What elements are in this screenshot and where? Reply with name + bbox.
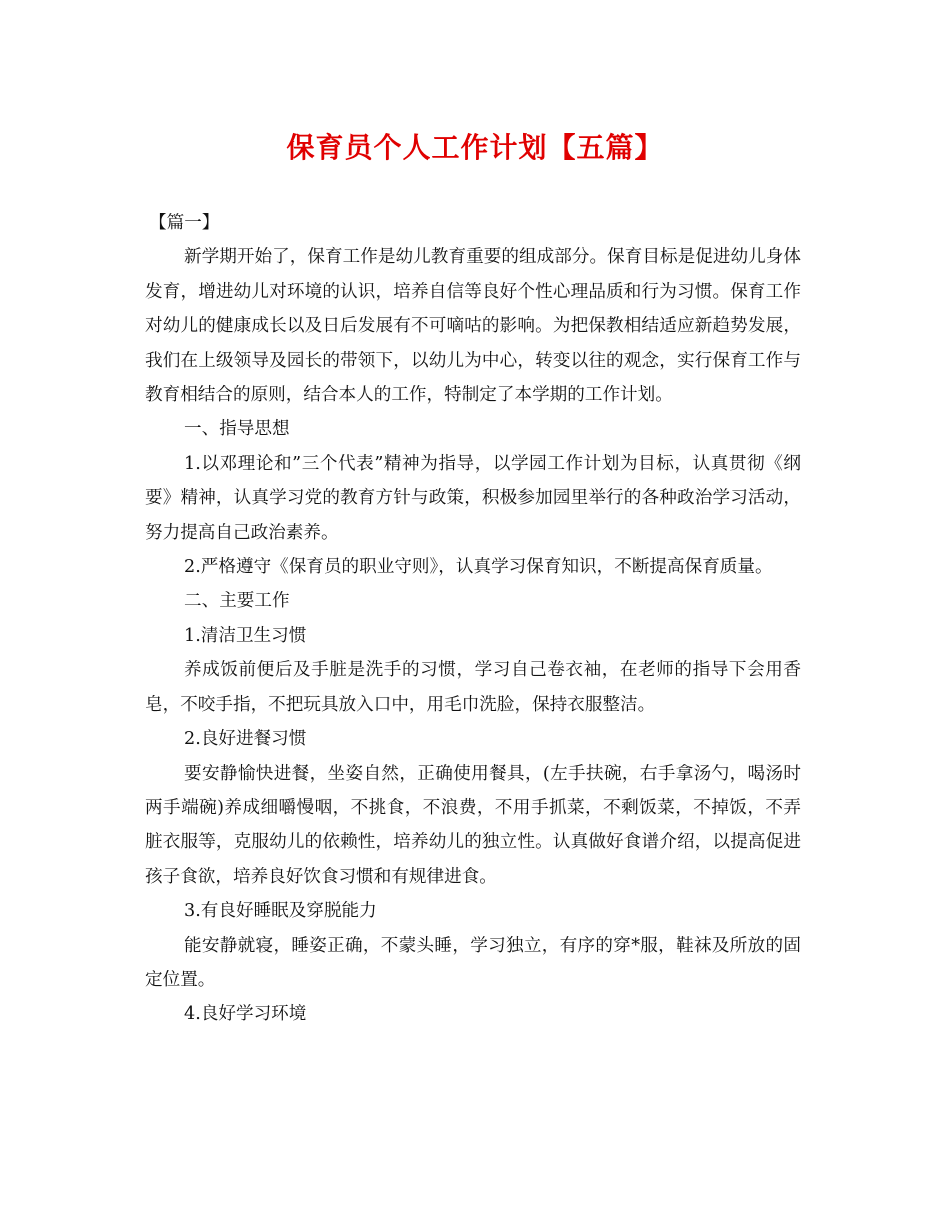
intro-paragraph: 新学期开始了，保育工作是幼儿教育重要的组成部分。保育目标是促进幼儿身体发育，增进幼儿对环境的认识，培养自信等良好个性心理品质和行为习惯。保育工作对幼儿的健康成长以及日后发展有不可嘀咕的影响。为把保教相结适应新趋势发展，我们在上级领导及园长的带领下，以幼儿为中心，转变以往的观念，实行保育工作与教育相结合的原则，结合本人的工作，特制定了本学期的工作计划。 [145, 247, 801, 406]
document-title: 保育员个人工作计划【五篇】 [286, 131, 664, 164]
heading-main-work: 二、主要工作 [184, 591, 290, 612]
subheading-sleep-dressing: 3.有良好睡眠及穿脱能力 [184, 901, 377, 922]
document-body [145, 206, 801, 1032]
paragraph-sleep-dressing: 能安静就寝，睡姿正确，不蒙头睡，学习独立，有序的穿*服，鞋袜及所放的固定位置。 [145, 935, 801, 990]
heading-guiding-thought: 一、指导思想 [184, 419, 290, 440]
subheading-learning-environment: 4.良好学习环境 [184, 1004, 307, 1025]
paragraph-hygiene-habits: 养成饭前便后及手脏是洗手的习惯，学习自己卷衣袖，在老师的指导下会用香皂，不咬手指，不把玩具放入口中，用毛巾洗脸，保持衣服整洁。 [145, 660, 801, 715]
section-heading-part-one: 【篇一】 [149, 213, 220, 233]
guiding-item-1: 1.以邓理论和”三个代表”精神为指导，以学园工作计划为目标，认真贯彻《纲要》精神，认真学习党的教育方针与政策，积极参加园里举行的各种政治学习活动，努力提高自己政治素养。 [145, 453, 801, 543]
subheading-eating-habits: 2.良好进餐习惯 [184, 729, 307, 750]
guiding-item-2: 2.严格遵守《保育员的职业守则》，认真学习保育知识，不断提高保育质量。 [184, 557, 773, 578]
paragraph-eating-habits: 要安静愉快进餐，坐姿自然，正确使用餐具，(左手扶碗，右手拿汤勺，喝汤时两手端碗)养成细嚼慢咽，不挑食，不浪费，不用手抓菜，不剩饭菜，不掉饭，不弄脏衣服等，克服幼儿的依赖性，培养幼儿的独立性。认真做好食谱介绍，以提高促进孩子食欲，培养良好饮食习惯和有规律进食。 [145, 763, 801, 887]
subheading-hygiene-habits: 1.清洁卫生习惯 [184, 625, 307, 646]
